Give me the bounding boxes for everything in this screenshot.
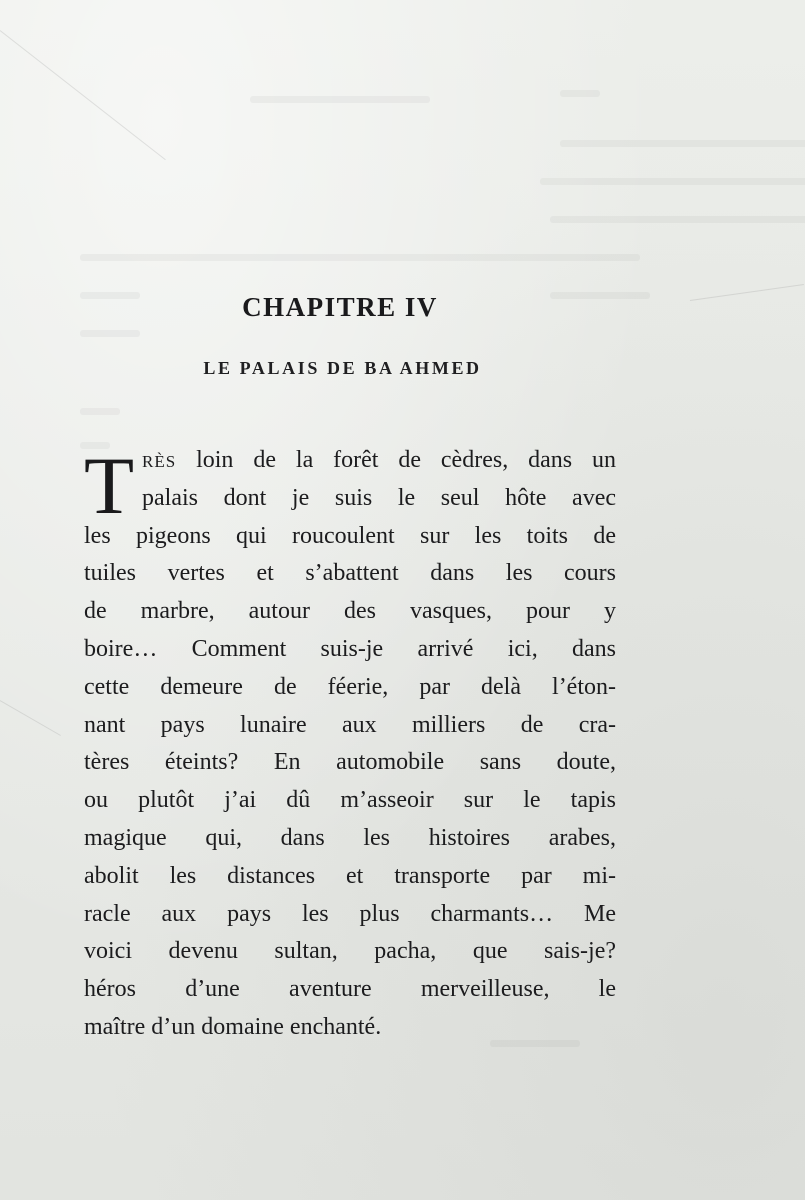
text-line: boire… Comment suis-je arrivé ici, dans <box>84 635 616 662</box>
chapter-subtitle: LE PALAIS DE BA AHMED <box>203 358 482 378</box>
text-line: racle aux pays les plus charmants… Me <box>84 900 616 927</box>
drop-cap: T <box>84 440 135 531</box>
text-line: magique qui, dans les histoires arabes, <box>84 824 616 851</box>
paper-crease <box>0 700 61 736</box>
text-line: cette demeure de féerie, par delà l’éton- <box>84 673 616 700</box>
text-line: héros d’une aventure merveilleuse, le <box>84 976 616 1003</box>
chapter-title: CHAPITRE IV <box>242 292 438 322</box>
text-line: tères éteints? En automobile sans doute, <box>84 749 616 776</box>
text-line: ou plutôt j’ai dû m’asseoir sur le tapis <box>84 787 616 814</box>
text-line: voici devenu sultan, pacha, que sais-je? <box>84 938 616 965</box>
first-line-rest: loin de la forêt de cèdres, dans un <box>176 447 616 473</box>
text-line: abolit les distances et transporte par mi- <box>84 862 616 889</box>
first-word-smallcaps: RÈS <box>142 452 177 471</box>
text-line: tuiles vertes et s’abattent dans les cours <box>84 560 616 587</box>
body-paragraph <box>84 442 616 1047</box>
text-line: nant pays lunaire aux milliers de cra- <box>84 711 616 738</box>
text-line: de marbre, autour des vasques, pour y <box>84 598 616 625</box>
text-line: palais dont je suis le seul hôte avec <box>142 484 616 511</box>
text-line: maître d’un domaine enchanté. <box>84 1013 382 1040</box>
text-line: les pigeons qui roucoulent sur les toits de <box>84 522 616 549</box>
